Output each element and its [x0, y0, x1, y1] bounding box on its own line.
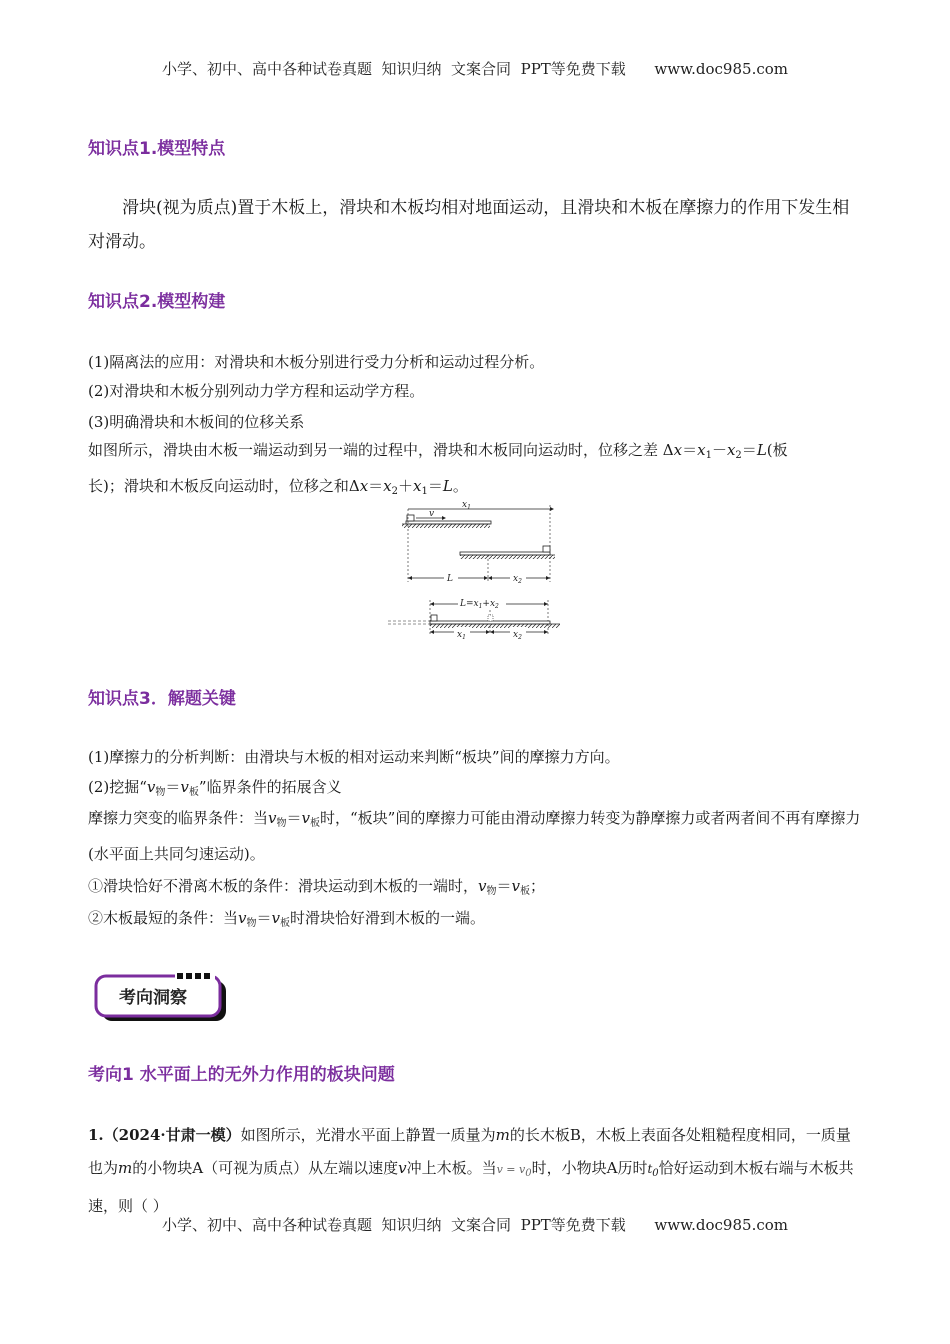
x2-label-top: $x_2$ — [513, 574, 522, 585]
kp3-condition-1: ①滑块恰好不滑离木板的条件：滑块运动到木板的一端时，$v_物=v_板$； — [88, 877, 546, 897]
kp2-item2: (2)对滑块和木板分别列动力学方程和运动学方程。 — [88, 382, 425, 400]
kp1-text: 滑块(视为质点)置于木板上，滑块和木板均相对地面运动，且滑块和木板在摩擦力的作用下发生相对滑动。 — [88, 198, 850, 252]
sum-label: $L=x_1+x_2$ — [460, 599, 499, 610]
x1-label-top: $x_1$ — [462, 500, 471, 511]
x1-label-bottom: $x_1$ — [457, 630, 466, 641]
page-footer: 小学、初中、高中各种试卷真题 知识归纳 文案合同 PPT等免费下载 www.doc985.com — [161, 1216, 788, 1234]
question-1-number: 1.（2024·甘肃一模） — [88, 1126, 241, 1144]
L-label: L — [447, 574, 453, 584]
kp2-item3: (3)明确滑块和木板间的位移关系 — [88, 413, 305, 431]
velocity-label: v — [429, 509, 435, 519]
displacement-diagram — [380, 500, 570, 645]
final-board — [460, 546, 555, 559]
kp3-item1: (1)摩擦力的分析判断：由滑块与木板的相对运动来判断“板块”间的摩擦力方向。 — [88, 748, 620, 766]
kp2-title: 知识点2.模型构建 — [88, 292, 226, 312]
reverse-board — [388, 615, 560, 628]
block-end — [543, 546, 550, 552]
question-1: 1.（2024·甘肃一模）如图所示，光滑水平面上静置一质量为m的长木板B，木板上表面各处粗糙程度相同，一质量也为m的小物块A（可视为质点）从左端以速度v冲上木板。当v = v0时，小物块A历时$t_0$恰好运动到木板右端与木板共速，则（ ） — [88, 1126, 854, 1215]
kp3-title: 知识点3．解题关键 — [88, 689, 236, 709]
kp2-description: 如图所示，滑块由木板一端运动到另一端的过程中，滑块和木板同向运动时，位移之差 $\Delta x=x_1-x_2=L$(板 长)；滑块和木板反向运动时，位移之和$\Delta x=x_2+x_1=L$。 — [88, 441, 788, 497]
kp2-item1: (1)隔离法的应用：对滑块和木板分别进行受力分析和运动过程分析。 — [88, 353, 545, 371]
section-title: 考向1 水平面上的无外力作用的板块问题 — [88, 1065, 395, 1085]
section-badge — [93, 972, 227, 1022]
badge-decoration — [175, 972, 215, 980]
initial-board — [402, 509, 491, 528]
kp3-item2: (2)挖掘“$v_物=v_板$”临界条件的拓展含义 — [88, 778, 342, 798]
kp3-condition-2: ②木板最短的条件：当$v_物=v_板$时滑块恰好滑到木板的一端。 — [88, 909, 486, 929]
kp1-title: 知识点1.模型特点 — [88, 139, 226, 159]
badge-text: 考向洞察 — [119, 988, 187, 1008]
kp3-condition: 摩擦力突变的临界条件：当$v_物=v_板$时，“板块”间的摩擦力可能由滑动摩擦力转变为静摩擦力或者两者间不再有摩擦力(水平面上共同匀速运动)。 — [88, 809, 861, 863]
page-header: 小学、初中、高中各种试卷真题 知识归纳 文案合同 PPT等免费下载 www.doc985.com — [161, 60, 788, 78]
x2-label-bottom: $x_2$ — [513, 630, 522, 641]
